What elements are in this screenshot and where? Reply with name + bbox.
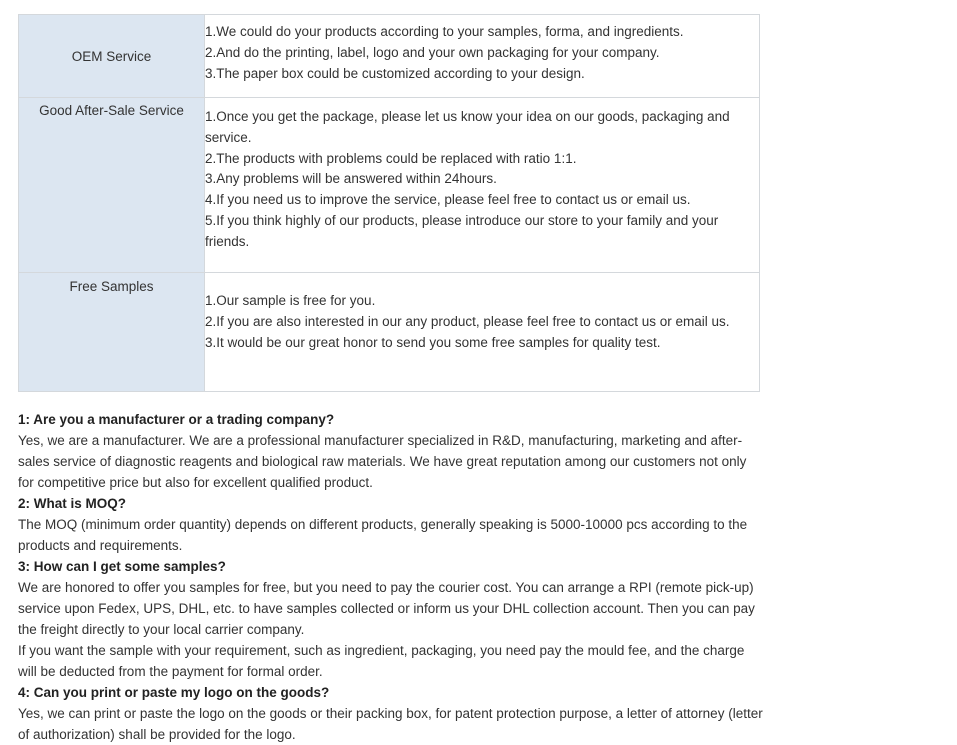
detail-line: 2.The products with problems could be replaced with ratio 1:1. <box>205 150 577 166</box>
detail-line: friends. <box>205 233 250 249</box>
detail-line: 1.Once you get the package, please let us know your idea on our goods, packaging and <box>205 109 730 124</box>
detail-line: 3.It would be our great honor to send you some free samples for quality test. <box>205 334 661 350</box>
service-label: OEM Service <box>19 15 205 98</box>
detail-line: 2.If you are also interested in our any product, please feel free to contact us or email us. <box>205 313 730 329</box>
detail-line: 1.We could do your products according to your samples, forma, and ingredients. <box>205 24 684 39</box>
content <box>18 14 763 745</box>
service-table <box>18 14 760 392</box>
faq-answer: Yes, we are a manufacturer. We are a professional manufacturer specialized in R&D, manufacturing, marketing and after-sales service of diagnostic reagents and biological raw materials. We have great reputation among our customers not only for competitive price but also for excellent qualified product. <box>18 433 747 490</box>
service-label: Good After-Sale Service <box>19 98 205 273</box>
table-row <box>19 273 760 392</box>
faq-answer: We are honored to offer you samples for free, but you need to pay the courier cost. You can arrange a RPI (remote pick-up) service upon Fedex, UPS, DHL, etc. to have samples collected or inform us your DHL collection account. Then you can pay the freight directly to your local carrier company. <box>18 580 755 637</box>
detail-line: 5.If you think highly of our products, please introduce our store to your family and your <box>205 212 719 228</box>
service-details <box>205 98 760 273</box>
faq-answer: The MOQ (minimum order quantity) depends on different products, generally speaking is 5000-10000 pcs according to the products and requirements. <box>18 517 748 553</box>
table-row <box>19 98 760 273</box>
service-details <box>205 15 760 98</box>
faq-question: 3: How can I get some samples? <box>18 559 226 574</box>
detail-line: 3.Any problems will be answered within 24hours. <box>205 171 497 187</box>
faq-answer: If you want the sample with your requirement, such as ingredient, packaging, you need pay the mould fee, and the charge will be deducted from the payment for formal order. <box>18 643 745 679</box>
detail-line: service. <box>205 129 252 145</box>
faq-section <box>18 409 763 745</box>
detail-line: 2.And do the printing, label, logo and your own packaging for your company. <box>205 44 660 60</box>
faq-question: 1: Are you a manufacturer or a trading company? <box>18 412 335 427</box>
faq-answer: Yes, we can print or paste the logo on the goods or their packing box, for patent protection purpose, a letter of attorney (letter of authorization) shall be provided for the logo. <box>18 706 763 742</box>
detail-line: 4.If you need us to improve the service, please feel free to contact us or email us. <box>205 192 691 208</box>
service-label: Free Samples <box>19 273 205 392</box>
detail-line: 1.Our sample is free for you. <box>205 293 376 308</box>
faq-question: 2: What is MOQ? <box>18 496 126 511</box>
service-details <box>205 273 760 392</box>
table-row <box>19 15 760 98</box>
detail-line: 3.The paper box could be customized according to your design. <box>205 65 585 81</box>
faq-question: 4: Can you print or paste my logo on the goods? <box>18 685 330 700</box>
